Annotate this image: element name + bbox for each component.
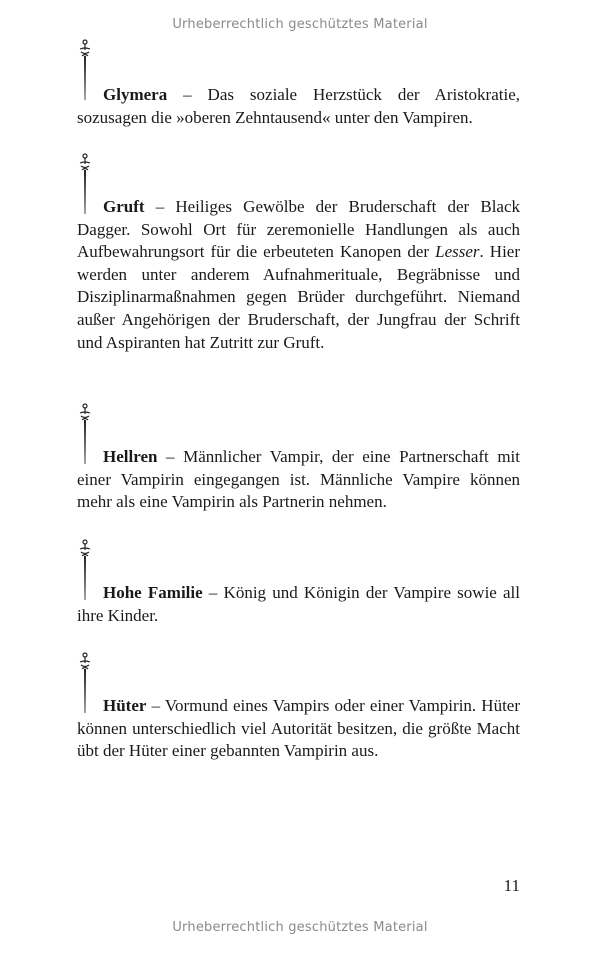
entry-definition: Männlicher Vampir, der eine Partnerschaft mit einer Vampirin eingegangen ist. Männliche Vampire können mehr als eine Vampirin als Partnerin nehmen.	[77, 447, 521, 512]
watermark-bottom: Urheberrechtlich geschütztes Material	[172, 920, 428, 935]
watermark-top: Urheberrechtlich geschütztes Material	[172, 17, 428, 32]
entry-emphasis: Lesser	[435, 242, 480, 262]
entry-term: Hellren	[103, 447, 158, 466]
glossary-entry-hellren	[77, 402, 520, 514]
entry-definition: Heiliges Gewölbe der Bruderschaft der Black Dagger. Sowohl Ort für zeremonielle Handlungen als auch Aufbewahrungsort für die erbeuteten Kanopen der	[77, 197, 521, 262]
glossary-entry-gruft	[77, 152, 520, 354]
entry-definition: Vormund eines Vampirs oder einer Vampirin. Hüter können unterschiedlich viel Autorität besitzen, die größte Macht übt der Hüter einer gebannten Vampirin aus.	[77, 696, 520, 761]
entry-dash: –	[202, 583, 224, 602]
glossary-entry-glymera	[77, 38, 520, 129]
entry-text	[77, 446, 520, 514]
entry-term: Hüter	[103, 696, 147, 715]
entry-text	[77, 695, 520, 763]
entry-definition: König und Königin der Vampire sowie all ihre Kinder.	[77, 583, 521, 625]
entry-term: Hohe Familie	[103, 583, 203, 602]
entry-dash: –	[157, 447, 184, 466]
entry-dash: –	[146, 696, 165, 715]
entry-dash: –	[144, 197, 176, 216]
entry-definition: Das soziale Herzstück der Aristokratie, sozusagen die »oberen Zehntausend« unter den Vampiren.	[77, 85, 520, 127]
entry-text	[77, 84, 520, 129]
entry-dash: –	[167, 85, 208, 104]
entry-term: Gruft	[103, 197, 145, 216]
glossary-entry-hueter	[77, 651, 520, 763]
entry-text	[77, 582, 520, 627]
glossary-entry-hohe-familie	[77, 538, 520, 627]
page-number: 11	[503, 876, 520, 895]
entry-text	[77, 196, 520, 354]
entry-term: Glymera	[103, 85, 168, 104]
entry-definition: . Hier werden unter anderem Aufnahmerituale, Begräbnisse und Disziplinarmaßnahmen gegen Brüder durchgeführt. Niemand außer Angehörigen der Bruderschaft, der Jungfrau der Schrift und Aspiranten hat Zutritt zur Gruft.	[77, 242, 521, 352]
